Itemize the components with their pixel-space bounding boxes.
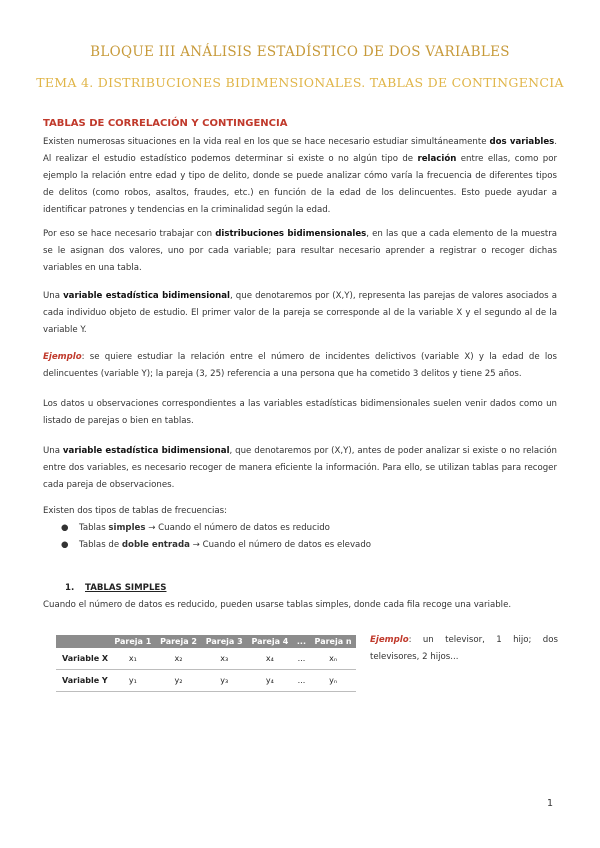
subsection-heading: 1. TABLAS SIMPLES <box>65 583 167 593</box>
paragraph-data: Los datos u observaciones correspondientes a las variables estadísticas bidimensionales suelen venir dados como un listado de parejas o bien en tablas. <box>43 399 557 426</box>
table-cell: y₄ <box>247 670 293 692</box>
paragraph-tables: Una variable estadística bidimensional, que denotaremos por (X,Y), antes de poder analizar si existe o no relación entre dos variables, es necesario recoger de manera eficiente la información. Para ello, se utilizan tablas para recoger cada pareja de observaciones. <box>43 446 557 490</box>
table-cell: y₁ <box>110 670 156 692</box>
bullet-icon: ● <box>61 523 69 533</box>
bullet-icon: ● <box>61 540 69 550</box>
table-cell: x₄ <box>247 648 293 670</box>
table-cell: ... <box>293 670 310 692</box>
table-row <box>56 648 356 670</box>
list-item: ● Tablas de doble entrada → Cuando el número de datos es elevado <box>43 537 371 554</box>
table-types-list <box>43 520 371 554</box>
table-cell: x₁ <box>110 648 156 670</box>
table-cell: yₙ <box>310 670 356 692</box>
table-cell: ... <box>293 648 310 670</box>
table-cell: x₂ <box>156 648 202 670</box>
table-header <box>56 635 110 648</box>
table-cell: xₙ <box>310 648 356 670</box>
paragraph-definition: Una variable estadística bidimensional, que denotaremos por (X,Y), representa las parejas de valores asociados a cada individuo objeto de estudio. El primer valor de la pareja se corresponde al de la variable X y el segundo al de la variable Y. <box>43 291 557 335</box>
paragraph-distributions: Por eso se hace necesario trabajar con distribuciones bidimensionales, en las que a cada elemento de la muestra se le asignan dos valores, uno por cada variable; para resultar necesario aprender a registrar o recoger dichas variables en una tabla. <box>43 229 557 273</box>
table-header: ... <box>293 635 310 648</box>
table-cell: x₃ <box>201 648 247 670</box>
section-title: TABLAS DE CORRELACIÓN Y CONTINGENCIA <box>43 118 288 129</box>
topic-title: TEMA 4. DISTRIBUCIONES BIDIMENSIONALES. TABLAS DE CONTINGENCIA <box>36 75 564 90</box>
table-header: Pareja 4 <box>247 635 293 648</box>
list-item: ● Tablas simples → Cuando el número de datos es reducido <box>43 520 371 537</box>
block-title: BLOQUE III ANÁLISIS ESTADÍSTICO DE DOS VARIABLES <box>90 44 510 60</box>
table-header: Pareja 2 <box>156 635 202 648</box>
table-header: Pareja 1 <box>110 635 156 648</box>
table-row <box>56 670 356 692</box>
paragraph-example: Ejemplo: se quiere estudiar la relación entre el número de incidentes delictivos (variable X) y la edad de los delincuentes (variable Y); la pareja (3, 25) referencia a una persona que ha cometido 3 delitos y tiene 25 años. <box>43 352 557 379</box>
subsection-description: Cuando el número de datos es reducido, pueden usarse tablas simples, donde cada fila recoge una variable. <box>43 600 512 610</box>
paragraph-intro: Existen numerosas situaciones en la vida real en los que se hace necesario estudiar simultáneamente dos variables. Al realizar el estudio estadístico podemos determinar si existe o no algún tipo de relación entre ellas, como por ejemplo la relación entre edad y tipo de delito, donde se puede analizar cómo varía la frecuencia de diferentes tipos de delitos (como robos, asaltos, fraudes, etc.) en función de la edad de los delincuentes. Esto puede ayudar a identificar patrones y tendencias en la criminalidad según la edad. <box>43 137 557 215</box>
table-header-row <box>56 635 356 648</box>
table-header: Pareja 3 <box>201 635 247 648</box>
simple-table <box>56 635 356 692</box>
table-cell: y₂ <box>156 670 202 692</box>
row-label: Variable X <box>56 648 110 670</box>
page-number: 1 <box>547 798 554 809</box>
simple-table-example: Ejemplo: un televisor, 1 hijo; dos televisores, 2 hijos... <box>370 635 558 662</box>
table-header: Pareja n <box>310 635 356 648</box>
row-label: Variable Y <box>56 670 110 692</box>
table-cell: y₃ <box>201 670 247 692</box>
paragraph-types-intro: Existen dos tipos de tablas de frecuencias: <box>43 506 228 516</box>
